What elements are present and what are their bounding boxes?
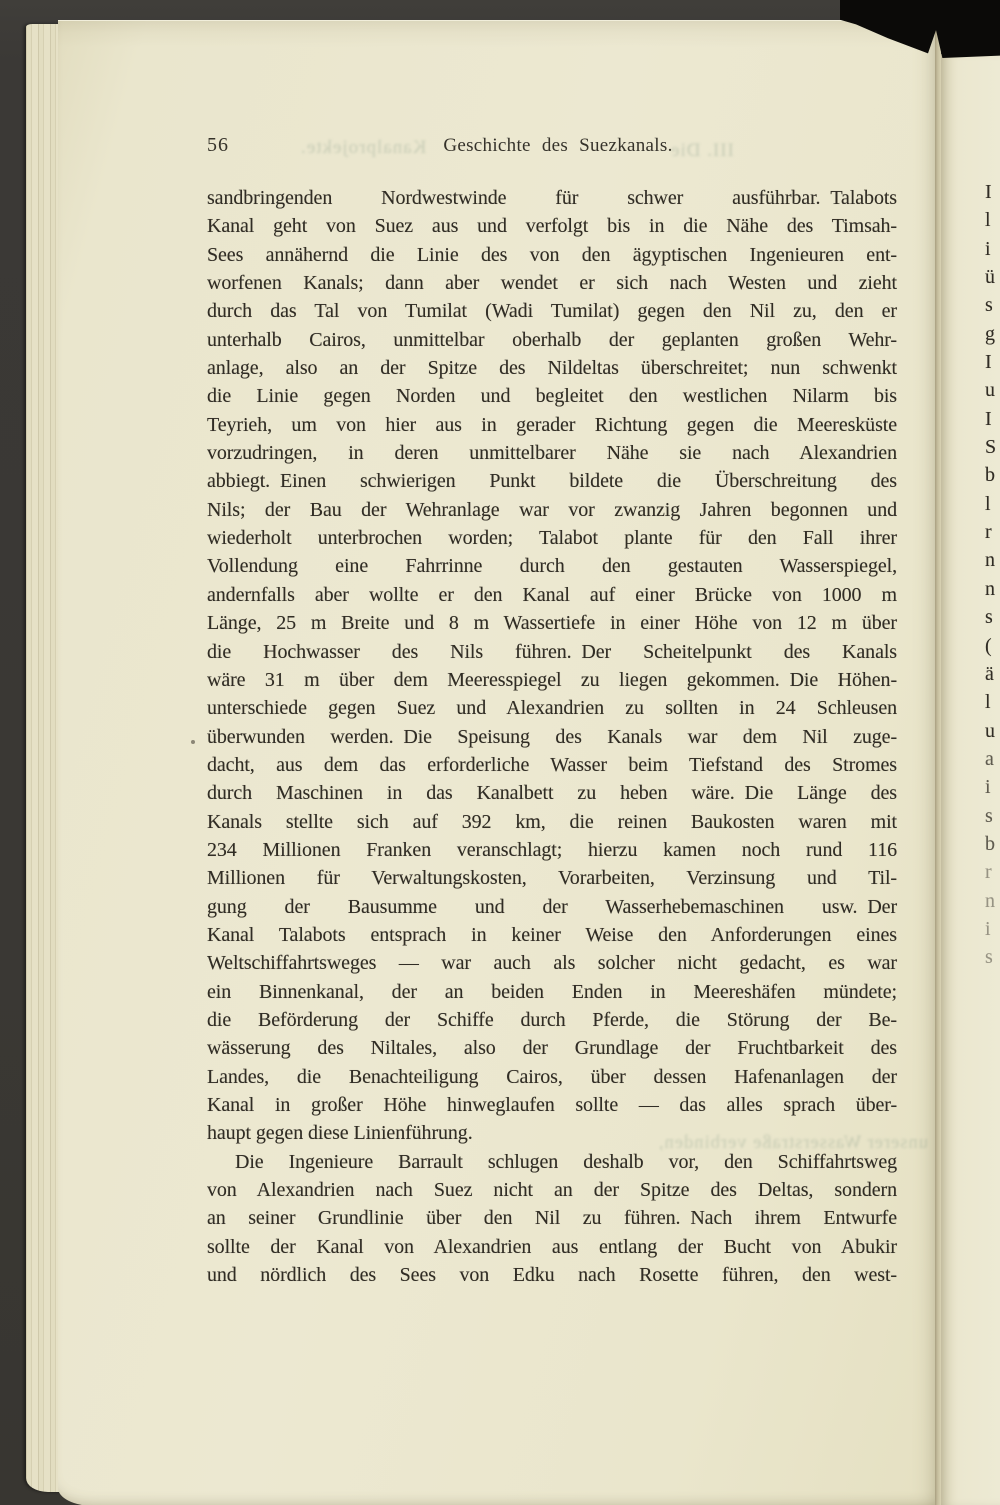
text-line: Nils; der Bau der Wehranlage war vor zwanzig Jahren begonnen und bbox=[207, 498, 897, 521]
facing-page-edge-char: I bbox=[985, 407, 992, 430]
facing-page-edge-char: s bbox=[985, 294, 993, 317]
facing-page-cut-text bbox=[985, 178, 1000, 972]
facing-page-edge-char: I bbox=[985, 351, 992, 374]
chapter-running-title: Geschichte des Suezkanals. bbox=[443, 135, 673, 156]
text-line: Vollendung eine Fahrrinne durch den gestauten Wasserspiegel, bbox=[207, 555, 897, 578]
text-line: wiederholt unterbrochen worden; Talabot plante für den Fall ihrer bbox=[207, 527, 897, 550]
facing-page-edge-char: n bbox=[985, 889, 995, 912]
facing-page-edge-char: ( bbox=[985, 634, 992, 657]
text-line: durch Maschinen in das Kanalbett zu heben wäre. Die Länge des bbox=[207, 782, 897, 805]
text-line: wäre 31 m über dem Meeresspiegel zu liegen gekommen. Die Höhen- bbox=[207, 668, 897, 691]
text-line: Landes, die Benachteiligung Cairos, über dessen Hafenanlagen der bbox=[207, 1065, 897, 1088]
facing-page-edge-char: b bbox=[985, 464, 995, 487]
text-line: von Alexandrien nach Suez nicht an der Spitze des Deltas, sondern bbox=[207, 1179, 897, 1202]
facing-page-edge-char: S bbox=[985, 436, 997, 459]
text-line: dacht, aus dem das erforderliche Wasser beim Tiefstand des Stromes bbox=[207, 753, 897, 776]
facing-page-edge-char: g bbox=[985, 322, 995, 345]
bleedthrough-header-fragment: III. Die bbox=[670, 140, 734, 161]
facing-page-edge-char: n bbox=[985, 577, 995, 600]
text-line: vorzudringen, in deren unmittelbarer Nähe sie nach Alexandrien bbox=[207, 442, 897, 465]
text-line: die Hochwasser des Nils führen. Der Scheitelpunkt des Kanals bbox=[207, 640, 897, 663]
text-line: Sees annähernd die Linie des von den ägyptischen Ingenieuren ent- bbox=[207, 243, 897, 266]
facing-page-edge-char: s bbox=[985, 946, 993, 969]
text-line: 234 Millionen Franken veranschlagt; hierzu kamen noch rund 116 bbox=[207, 838, 897, 861]
facing-page-edge-char: i bbox=[985, 237, 991, 260]
text-line: Kanal Talabots entsprach in keiner Weise den Anforderungen eines bbox=[207, 923, 897, 946]
text-line: die Beförderung der Schiffe durch Pferde, die Störung der Be- bbox=[207, 1008, 897, 1031]
text-line: an seiner Grundlinie über den Nil zu führen. Nach ihrem Entwurfe bbox=[207, 1207, 897, 1230]
bleedthrough-text-fragment: unserer Wasserstraße verbinden, bbox=[657, 1133, 928, 1153]
text-line: Kanal in großer Höhe hinweglaufen sollte — das alles sprach über- bbox=[207, 1094, 897, 1116]
facing-page-edge-char: l bbox=[985, 691, 991, 714]
facing-page-edge-char: n bbox=[985, 549, 995, 572]
facing-page-edge-char: s bbox=[985, 606, 993, 629]
page-number: 56 bbox=[207, 134, 229, 156]
facing-page-edge-char: i bbox=[985, 776, 991, 799]
text-line: andernfalls aber wollte er den Kanal auf einer Brücke von 1000 m bbox=[207, 583, 897, 606]
text-line: wässerung des Niltales, also der Grundlage der Fruchtbarkeit des bbox=[207, 1037, 897, 1060]
facing-page-sliver bbox=[941, 54, 1000, 1505]
facing-page-edge-char: b bbox=[985, 832, 995, 855]
text-line: Kanal geht von Suez aus und verfolgt bis in die Nähe des Timsah- bbox=[207, 215, 897, 238]
book-page bbox=[58, 20, 937, 1505]
text-line: Teyrieh, um von hier aus in gerader Richtung gegen die Meeresküste bbox=[207, 413, 897, 436]
text-line: Kanals stellte sich auf 392 km, die reinen Baukosten waren mit bbox=[207, 810, 897, 833]
text-line: gung der Bausumme und der Wasserhebemaschinen usw. Der bbox=[207, 895, 897, 918]
paper-speck bbox=[191, 740, 195, 744]
text-line: überwunden werden. Die Speisung des Kanals war dem Nil zuge- bbox=[207, 725, 897, 748]
facing-page-edge-char: ü bbox=[985, 266, 995, 289]
text-line: durch das Tal von Tumilat (Wadi Tumilat) gegen den Nil zu, den er bbox=[207, 300, 897, 323]
text-line: Millionen für Verwaltungskosten, Vorarbeiten, Verzinsung und Til- bbox=[207, 867, 897, 890]
text-line: sollte der Kanal von Alexandrien aus entlang der Bucht von Abukir bbox=[207, 1235, 897, 1258]
body-text bbox=[207, 184, 897, 1289]
facing-page-edge-char: l bbox=[985, 209, 991, 232]
running-header bbox=[58, 134, 937, 160]
text-line: und nördlich des Sees von Edku nach Rosette führen, den west- bbox=[207, 1264, 897, 1287]
facing-page-edge-char: I bbox=[985, 181, 992, 203]
text-line: anlage, also an der Spitze des Nildeltas überschreitet; nun schwenkt bbox=[207, 357, 897, 380]
facing-page-edge-char: i bbox=[985, 917, 991, 940]
text-line: ein Binnenkanal, der an beiden Enden in Meereshäfen mündete; bbox=[207, 980, 897, 1003]
facing-page-edge-char: r bbox=[985, 521, 992, 544]
text-line: abbiegt. Einen schwierigen Punkt bildete die Überschreitung des bbox=[207, 470, 897, 493]
facing-page-edge-char: a bbox=[985, 747, 994, 770]
facing-page-edge-char: l bbox=[985, 492, 991, 515]
bleedthrough-header-fragment: Kanalprojekte. bbox=[300, 137, 427, 158]
text-line: die Linie gegen Norden und begleitet den westlichen Nilarm bis bbox=[207, 385, 897, 408]
facing-page-edge-char: ä bbox=[985, 662, 994, 685]
facing-page-edge-char: u bbox=[985, 719, 995, 742]
text-line: Weltschiffahrtsweges — war auch als solcher nicht gedacht, es war bbox=[207, 952, 897, 975]
text-line: worfenen Kanals; dann aber wendet er sich nach Westen und zieht bbox=[207, 272, 897, 295]
text-line: Länge, 25 m Breite und 8 m Wassertiefe in einer Höhe von 12 m über bbox=[207, 612, 897, 635]
facing-page-edge-char: s bbox=[985, 804, 993, 827]
text-line: haupt gegen diese Linienführung. bbox=[207, 1122, 473, 1145]
facing-page-edge-char: u bbox=[985, 379, 995, 402]
text-line: Die Ingenieure Barrault schlugen deshalb vor, den Schiffahrtsweg bbox=[235, 1150, 897, 1173]
text-line: unterhalb Cairos, unmittelbar oberhalb der geplanten großen Wehr- bbox=[207, 328, 897, 351]
facing-page-edge-char: r bbox=[985, 861, 992, 884]
text-line: unterschiede gegen Suez und Alexandrien zu sollten in 24 Schleusen bbox=[207, 697, 897, 720]
text-line: sandbringenden Nordwestwinde für schwer ausführbar. Talabots bbox=[207, 187, 897, 209]
